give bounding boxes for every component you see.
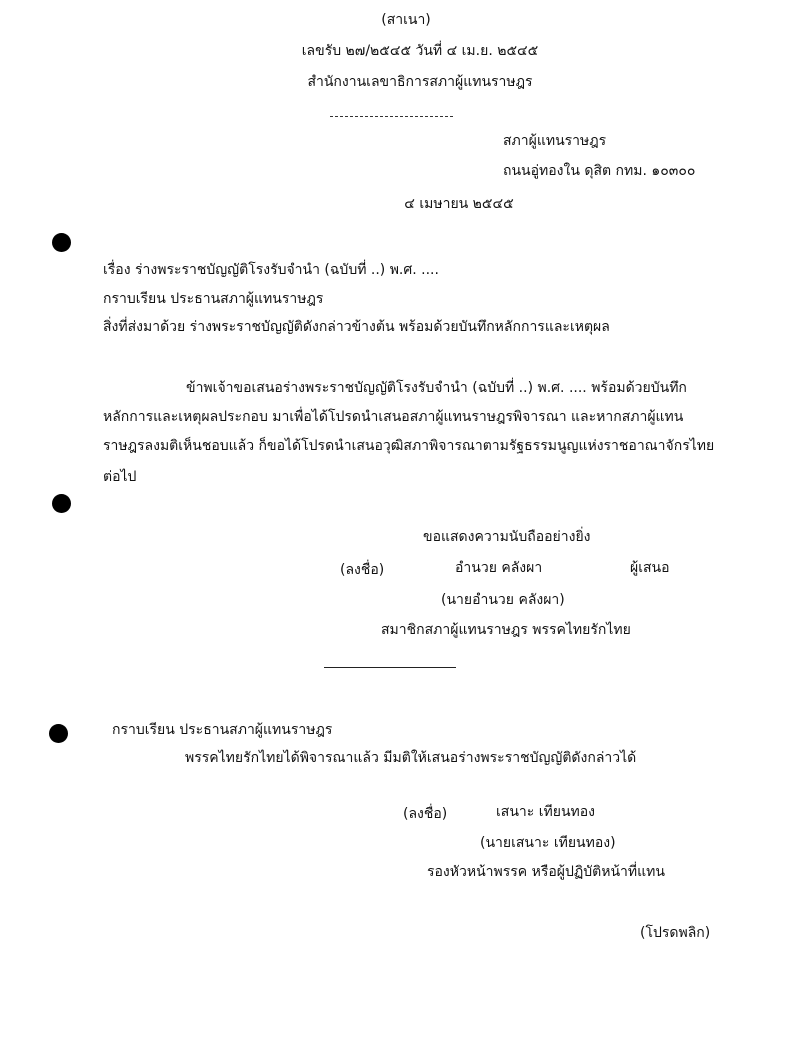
endorsement-salutation: กราบเรียน ประธานสภาผู้แทนราษฎร bbox=[112, 722, 333, 738]
turn-page-note: (โปรดพลิก) bbox=[640, 925, 711, 941]
office-name: สำนักงานเลขาธิการสภาผู้แทนราษฎร bbox=[307, 74, 533, 90]
body-line-4: ต่อไป bbox=[103, 469, 137, 485]
punch-hole-top bbox=[52, 233, 71, 252]
punch-hole-bottom bbox=[49, 724, 68, 743]
body-line-1: ข้าพเจ้าขอเสนอร่างพระราชบัญญัติโรงรับจำนำ (ฉบับที่ ..) พ.ศ. .... พร้อมด้วยบันทึก bbox=[186, 380, 687, 396]
address-street: ถนนอู่ทองใน ดุสิต กทม. ๑๐๓๐๐ bbox=[503, 163, 696, 179]
address-org: สภาผู้แทนราษฎร bbox=[503, 133, 607, 149]
subject-line: เรื่อง ร่างพระราชบัญญัติโรงรับจำนำ (ฉบับที่ ..) พ.ศ. .... bbox=[103, 262, 439, 278]
endorsement-signer: เสนาะ เทียนทอง bbox=[496, 804, 595, 820]
enclosure-line: สิ่งที่ส่งมาด้วย ร่างพระราชบัญญัติดังกล่าวข้างต้น พร้อมด้วยบันทึกหลักการและเหตุผล bbox=[103, 319, 610, 335]
endorsement-position: รองหัวหน้าพรรค หรือผู้ปฏิบัติหน้าที่แทน bbox=[427, 864, 665, 880]
endorsement-full-name: (นายเสนาะ เทียนทอง) bbox=[480, 835, 616, 851]
signer-name: อำนวย คลังผา bbox=[455, 560, 543, 576]
section-divider bbox=[324, 667, 456, 668]
endorsement-text: พรรคไทยรักไทยได้พิจารณาแล้ว มีมติให้เสนอร่างพระราชบัญญัติดังกล่าวได้ bbox=[185, 750, 637, 766]
letter-date: ๔ เมษายน ๒๕๔๕ bbox=[404, 196, 514, 212]
body-line-3: ราษฎรลงมติเห็นชอบแล้ว ก็ขอได้โปรดนำเสนอวุฒิสภาพิจารณาตามรัฐธรรมนูญแห่งราชอาณาจักรไทย bbox=[103, 438, 715, 454]
signer-full-name: (นายอำนวย คลังผา) bbox=[441, 592, 565, 608]
endorsement-sign-prefix: (ลงชื่อ) bbox=[403, 806, 448, 822]
copy-mark: (สาเนา) bbox=[381, 12, 431, 28]
receipt-line: เลขรับ ๒๗/๒๕๔๕ วันที่ ๔ เม.ย. ๒๕๔๕ bbox=[301, 43, 539, 59]
body-line-2: หลักการและเหตุผลประกอบ มาเพื่อได้โปรดนำเสนอสภาผู้แทนราษฎรพิจารณา และหากสภาผู้แทน bbox=[103, 409, 684, 425]
closing-respect: ขอแสดงความนับถืออย่างยิ่ง bbox=[423, 529, 591, 545]
signer-role: ผู้เสนอ bbox=[630, 560, 670, 576]
salutation-line: กราบเรียน ประธานสภาผู้แทนราษฎร bbox=[103, 291, 324, 307]
punch-hole-middle bbox=[52, 494, 71, 513]
signer-position: สมาชิกสภาผู้แทนราษฎร พรรคไทยรักไทย bbox=[381, 622, 631, 638]
sign-prefix: (ลงชื่อ) bbox=[340, 562, 385, 578]
header-divider bbox=[330, 116, 453, 117]
